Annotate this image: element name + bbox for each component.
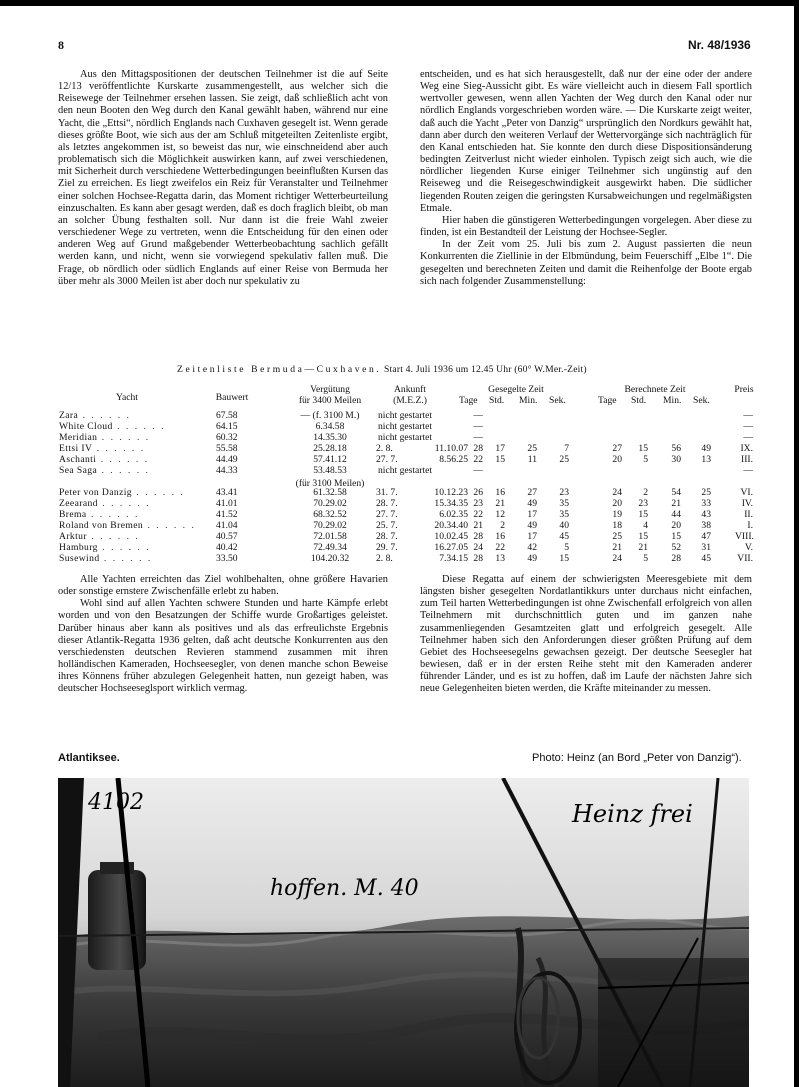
arrival-time: 10.02.45 [434,531,468,542]
paragraph: Alle Yachten erreichten das Ziel wohlbehalten, ohne größere Havarien oder sonstige ernstere Zwischenfälle erlebt zu haben. [58,574,388,598]
prize-cell: VI. [740,487,753,498]
handwritten-signature: Heinz frei [572,800,693,828]
verguetung-cell: 70.29.02 [313,498,347,509]
sailed-time-cell: — [473,421,483,432]
computed-time-cell: 21 [638,542,648,553]
computed-time-cell: 18 [612,520,622,531]
sailed-time-cell: — [473,410,483,421]
sailed-time-cell: — [473,432,483,443]
bauwert-cell: 41.04 [216,520,238,531]
computed-time-cell: 27 [612,443,622,454]
computed-time-cell: 19 [612,509,622,520]
header-preis: Preis [734,384,754,395]
verguetung-cell: 14.35.30 [313,432,347,443]
verguetung-cell: 104.20.32 [310,553,350,564]
sailed-time-cell: 22 [473,509,483,520]
article-column-2 [420,69,752,288]
computed-time-cell: 45 [701,553,711,564]
computed-time-cell: 52 [671,542,681,553]
sailed-time-cell: 24 [473,542,483,553]
paragraph: Hier haben die günstigeren Wetterbedingungen vorgelegen. Aber diese zu finden, ist ein Bestandteil der Leistung der Hochsee-Segler. [420,214,752,239]
table-row [57,443,757,454]
arrival-date: 29. 7. [376,542,398,553]
sailed-time-cell: 49 [527,553,537,564]
computed-time-cell: 33 [701,498,711,509]
table-row [57,454,757,465]
computed-time-cell: 13 [701,454,711,465]
sailed-time-cell: — [473,465,483,476]
sailed-time-cell: 12 [495,509,505,520]
sailed-time-cell: 27 [527,487,537,498]
yacht-name: Meridian . . [59,432,150,443]
right-border [794,0,799,1087]
not-started-label: nicht gestartet [378,421,433,432]
prize-cell: I. [747,520,753,531]
prize-cell: VII. [737,553,753,564]
paragraph: entscheiden, und es hat sich herausgestellt, daß nur der eine oder der andere Weg eine Sieg-Aussicht gibt. Es wäre vielleicht auch in diesem Fall sportlich wertvoller gewesen, wenn allen Yachten der Weg durch den Kanal oder nur nördlich Englands vorgeschrieben worden wäre. — Die Kurskarte zeigt weiter, daß auch die Yacht „Peter von Danzig“ ursprünglich den Nordkurs gewählt hat, dann aber durch den weiteren Verlauf der Wettervorgänge sich nachträglich für den Kanal entschieden hat. Sie konnte den durch diese Dispositionsänderung bedingten Zeitverlust nicht wieder einholen. Typisch zeigt sich auch, wie die nördlicher liegenden Kurse einiger Teilnehmer sich ungünstig auf den Reiseweg und die Reisegeschwindigkeit ausgewirkt haben. Die südlicher liegenden Routen zeigen die geringsten Kursabweichungen und regelmäßigsten Etmale. [420,69,752,214]
sailed-time-cell: 17 [527,509,537,520]
computed-time-cell: 25 [701,487,711,498]
header-sek: Sek. [549,395,566,406]
yacht-name: Ettsi IV . . [59,443,145,454]
results-table [57,364,757,574]
arrival-time: 11.10.07 [434,443,468,454]
verguetung-cell: 25.28.18 [313,443,347,454]
bauwert-cell: 40.57 [216,531,238,542]
prize-cell: — [743,465,753,476]
sailed-time-cell: 25 [527,443,537,454]
computed-time-cell: 24 [612,553,622,564]
computed-time-cell: 49 [701,443,711,454]
header-min-b: Min. [663,395,682,406]
header-tage-b: Tage [598,395,617,406]
computed-time-cell: 20 [671,520,681,531]
not-started-label: nicht gestartet [378,410,433,421]
sailed-time-cell: 49 [527,520,537,531]
article-column-3 [58,574,388,696]
group-label: (für 3100 Meilen) [295,478,365,489]
arrival-time: 10.12.23 [434,487,468,498]
computed-time-cell: 44 [671,509,681,520]
prize-cell: — [743,421,753,432]
computed-time-cell: 5 [643,454,648,465]
paragraph: Diese Regatta auf einem der schwierigsten Meeresgebiete mit dem längsten bisher gesegelten Nordatlantikkurs unter durchaus nicht einfachen, zum Teil harten Wetterbedingungen ist ohne Zwischenfall erfolgreich von allen Teilnehmern mit durchschnittlich guten und im ganzen nahe zusammenliegenden Gesamtzeiten glatt und erfolgreich gesegelt. Alle Teilnehmer haben sich den Anforderungen dieser größten Prüfung auf dem Gebiet des Hochseesegelns gewachsen gezeigt. Der deutsche Seesegler hat bewiesen, daß er in der ersten Reihe steht mit den Kameraden anderer führender Länder, und es ist zu hoffen, daß im Laufe der nächsten Jahre sich neue Gelegenheiten bieten werden, die Kräfte miteinander zu messen. [420,574,752,695]
table-row [57,487,757,498]
handwritten-number: 4102 [88,790,144,815]
sailed-time-cell: 40 [559,520,569,531]
header-ankunft: Ankunft [394,384,426,395]
sailed-time-cell: 15 [559,553,569,564]
computed-time-cell: 20 [612,498,622,509]
arrival-time: 8.56.25 [439,454,468,465]
bauwert-cell: 60.32 [216,432,238,443]
yacht-name: Peter von Danzig . . [59,487,185,498]
table-row [57,531,757,542]
computed-time-cell: 23 [638,498,648,509]
yacht-name: Zeearand . . [59,498,151,509]
table-title-spaced: Zeitenliste Bermuda—Cuxhaven. [177,364,382,375]
computed-time-cell: 25 [612,531,622,542]
yacht-name: Roland von Bremen . . [59,520,196,531]
arrival-time: 16.27.05 [434,542,468,553]
yacht-name: Arktur . . [59,531,140,542]
prize-cell: IX. [740,443,753,454]
bauwert-cell: 55.58 [216,443,238,454]
computed-time-cell: 31 [701,542,711,553]
yacht-name: Hamburg . . [59,542,151,553]
arrival-date: 2. 8. [376,553,393,564]
table-row [57,421,757,432]
computed-time-cell: 30 [671,454,681,465]
verguetung-cell: 68.32.52 [313,509,347,520]
sailed-time-cell: 45 [559,531,569,542]
computed-time-cell: 5 [643,553,648,564]
header-sek-b: Sek. [693,395,710,406]
yacht-name: Zara . . [59,410,131,421]
arrival-date: 27. 7. [376,454,398,465]
computed-time-cell: 15 [638,531,648,542]
sailed-time-cell: 28 [473,443,483,454]
sailed-time-cell: 42 [527,542,537,553]
bauwert-cell: 43.41 [216,487,238,498]
paragraph: Aus den Mittagspositionen der deutschen Teilnehmer ist die auf Seite 12/13 veröffentlichte Kurskarte zusammengestellt, aus welcher sich die Reisewege der Teilnehmer ersehen lassen. Sie zeigt, daß schließlich acht von den neun Booten den Weg durch den Kanal gewählt haben, während nur eine Yacht, die „Ettsi“, nördlich Englands nach Cuxhaven gesegelt ist. Wenn gerade dieses größte Boot, wie sich aus der am Schluß mitgeteilten Zeitenliste ergibt, als letztes angekommen ist, so beweist das nur, wie einschneidend aber auch problematisch sich die Möglichkeit auswirken kann, auf zwei verschiedenen, mit Sicherheit durch verschiedene Wetterbedingungen beeinflußten Kursen das Ziel zu erreichen. Es liegt zweifelos ein Reiz für Veranstalter und Teilnehmer einer solchen Hochsee-Regatta darin, das Moment richtiger Wetterbeurteilung einzuschalten. Es kann aber gesagt werden, daß es doch fraglich bleibt, ob man an solcher Übung festhalten soll. Nur dann ist die freie Wahl zweier verschiedener Wege zu vertreten, wenn die Entscheidung für den einen oder anderen Weg auf Grund maßgebender Wetterbeobachtung sachlich gefällt werden kann, und nicht, wenn sie vorwiegend spekulativ fallen muß. Die Frage, ob nördlich oder südlich Englands auf einer Reise von Bermuda her über mehr als 3000 Meilen ist aber doch nur spekulativ zu [58,69,388,287]
arrival-time: 7.34.15 [439,553,468,564]
paragraph: In der Zeit vom 25. Juli bis zum 2. August passierten die neun Konkurrenten die Ziellinie in der Elbmündung, beim Feuerschiff „Elbe 1“. Die gesegelten und berechneten Zeiten und damit die Reihenfolge der Boote ergab sich nach folgender Zusammenstellung: [420,239,752,287]
header-yacht: Yacht [116,392,138,403]
table-row [57,432,757,443]
sailed-time-cell: 17 [495,443,505,454]
prize-cell: VIII. [735,531,754,542]
computed-time-cell: 54 [671,487,681,498]
yacht-name: Aschanti . . [59,454,149,465]
paragraph: Wohl sind auf allen Yachten schwere Stunden und harte Kämpfe erlebt worden und von den Besatzungen der Schiffe wurde Großartiges geleistet. Darüber hinaus aber kann als positives und als das erfreulichste Ergebnis dieser Atlantik-Regatta 1936 gelten, daß acht deutsche Konkurrenten aus den verschiedensten deutschen Revieren stammend zusammen mit ihren holländischen Kameraden, Hochseesegler, von denen manche schon Beweise ihres Könnens früher abzulegen Gelegenheit hatten, nun gezeigt haben, was deutscher Hochseeseglsport wirklich vermag. [58,598,388,695]
header-gesegelte: Gesegelte Zeit [488,384,544,395]
sailed-time-cell: 49 [527,498,537,509]
bauwert-cell: 40.42 [216,542,238,553]
arrival-date: 25. 7. [376,520,398,531]
sailed-time-cell: 7 [564,443,569,454]
prize-cell: IV. [741,498,753,509]
bauwert-cell: 67.58 [216,410,238,421]
arrival-date: 28. 7. [376,498,398,509]
computed-time-cell: 56 [671,443,681,454]
handwritten-note: hoffen. M. 40 [270,876,419,901]
yacht-name: Sea Saga . . [59,465,150,476]
verguetung-cell: 70.29.02 [313,520,347,531]
photo-caption: Atlantiksee. [58,752,120,764]
computed-time-cell: 21 [671,498,681,509]
sailed-time-cell: 26 [473,487,483,498]
table-title [177,364,797,375]
bauwert-cell: 33.50 [216,553,238,564]
sailed-time-cell: 25 [559,454,569,465]
computed-time-cell: 43 [701,509,711,520]
sailed-time-cell: 2 [500,520,505,531]
header-verguetung: Vergütung [310,384,350,395]
prize-cell: III. [741,454,753,465]
yacht-name: White Cloud . . [59,421,165,432]
header-verguetung-sub: für 3400 Meilen [298,395,362,406]
computed-time-cell: 4 [643,520,648,531]
article-column-4 [420,574,752,696]
computed-time-cell: 15 [638,509,648,520]
bauwert-cell: 44.33 [216,465,238,476]
sailed-time-cell: 16 [495,487,505,498]
prize-cell: V. [744,542,753,553]
sailed-time-cell: 28 [473,553,483,564]
verguetung-cell: 57.41.12 [313,454,347,465]
computed-time-cell: 15 [671,531,681,542]
bauwert-cell: 41.01 [216,498,238,509]
photo-credit: Photo: Heinz (an Bord „Peter von Danzig“). [532,752,742,764]
sailed-time-cell: 35 [559,498,569,509]
sailed-time-cell: 23 [559,487,569,498]
computed-time-cell: 24 [612,487,622,498]
arrival-time: 6.02.35 [439,509,468,520]
sailed-time-cell: 35 [559,509,569,520]
arrival-time: 15.34.35 [434,498,468,509]
computed-time-cell: 47 [701,531,711,542]
sailed-time-cell: 11 [527,454,537,465]
arrival-date: 31. 7. [376,487,398,498]
arrival-time: 20.34.40 [434,520,468,531]
sailed-time-cell: 23 [473,498,483,509]
top-border [0,0,799,6]
sailed-time-cell: 22 [495,542,505,553]
header-min: Min. [519,395,538,406]
sailed-time-cell: 21 [473,520,483,531]
computed-time-cell: 38 [701,520,711,531]
header-bauwert: Bauwert [215,392,249,403]
computed-time-cell: 20 [612,454,622,465]
table-row [57,520,757,531]
bauwert-cell: 41.52 [216,509,238,520]
computed-time-cell: 15 [638,443,648,454]
not-started-label: nicht gestartet [378,432,433,443]
prize-cell: II. [744,509,753,520]
article-column-1 [58,69,388,288]
sailed-time-cell: 16 [495,531,505,542]
bauwert-cell: 64.15 [216,421,238,432]
arrival-date: 27. 7. [376,509,398,520]
table-row [57,410,757,421]
arrival-date: 28. 7. [376,531,398,542]
issue-number: Nr. 48/1936 [688,38,751,52]
header-berechnete: Berechnete Zeit [624,384,686,395]
page-number: 8 [58,38,64,52]
sea-photograph [58,778,749,1087]
sailed-time-cell: 5 [564,542,569,553]
sailed-time-cell: 17 [527,531,537,542]
header-std: Std. [489,395,505,406]
verguetung-cell: 61.32.58 [313,487,347,498]
header-ankunft-sub: (M.E.Z.) [393,395,427,406]
table-row [57,542,757,553]
yacht-name: Susewind . . [59,553,152,564]
verguetung-cell: — (f. 3100 M.) [300,410,360,421]
prize-cell: — [743,410,753,421]
computed-time-cell: 28 [671,553,681,564]
verguetung-cell: 53.48.53 [313,465,347,476]
verguetung-cell: 72.49.34 [313,542,347,553]
not-started-label: nicht gestartet [378,465,433,476]
sailed-time-cell: 15 [495,454,505,465]
sailed-time-cell: 22 [473,454,483,465]
sailed-time-cell: 13 [495,553,505,564]
header-tage: Tage [459,395,478,406]
sailed-time-cell: 21 [495,498,505,509]
yacht-name: Brema . . [59,509,139,520]
header-std-b: Std. [631,395,647,406]
table-row [57,509,757,520]
arrival-date: 2. 8. [376,443,393,454]
table-title-rest: Start 4. Juli 1936 um 12.45 Uhr (60° W.Mer.-Zeit) [383,364,587,375]
table-row [57,498,757,509]
computed-time-cell: 21 [612,542,622,553]
computed-time-cell: 2 [643,487,648,498]
prize-cell: — [743,432,753,443]
table-row [57,553,757,564]
verguetung-cell: 6.34.58 [315,421,345,432]
table-row [57,465,757,476]
bauwert-cell: 44.49 [216,454,238,465]
verguetung-cell: 72.01.58 [313,531,347,542]
sailed-time-cell: 28 [473,531,483,542]
